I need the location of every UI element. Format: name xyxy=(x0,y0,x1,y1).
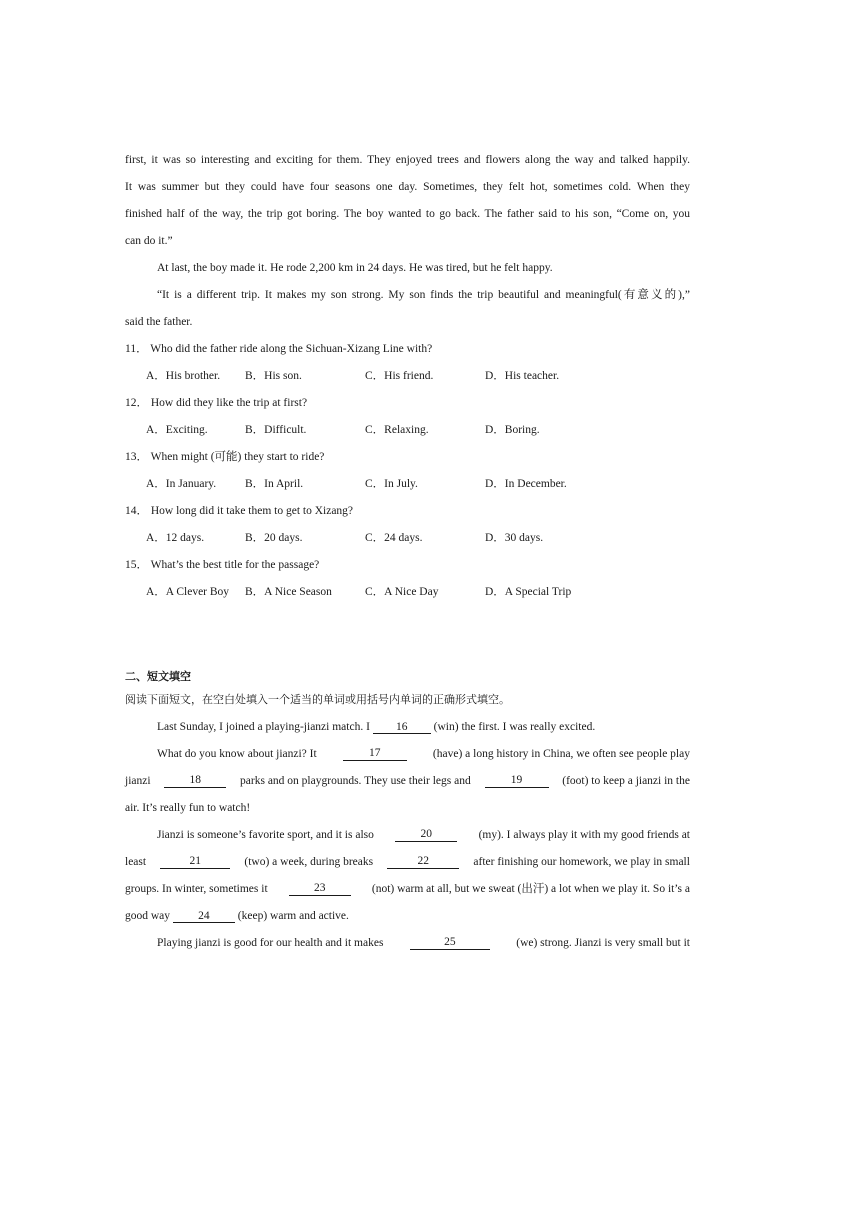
option-a: A．12 days. xyxy=(146,532,205,544)
option-a: A．Exciting. xyxy=(146,424,208,436)
cloze-text: jianzi xyxy=(125,775,151,787)
cloze-line xyxy=(125,882,690,896)
passage-line-3: finished half of the way, the trip got boring. The boy wanted to go back. The father said to his son, “Come on, you xyxy=(125,208,690,220)
question-stem: 15． What’s the best title for the passage? xyxy=(125,559,320,571)
blank-25[interactable]: 25 xyxy=(410,936,490,950)
blank-21[interactable]: 21 xyxy=(160,855,230,869)
cloze-line xyxy=(125,909,349,923)
option-c: C．24 days. xyxy=(365,532,423,544)
blank-18[interactable]: 18 xyxy=(164,774,226,788)
option-b: B．His son. xyxy=(245,370,302,382)
cloze-text: groups. In winter, sometimes it xyxy=(125,883,268,895)
option-c: C．A Nice Day xyxy=(365,586,439,598)
cloze-text: least xyxy=(125,856,147,868)
cloze-text: (two) a week, during breaks xyxy=(244,856,374,868)
option-b: B．In April. xyxy=(245,478,304,490)
passage-line-7: said the father. xyxy=(125,316,193,328)
blank-16[interactable]: 16 xyxy=(373,721,431,734)
cloze-text: Last Sunday, I joined a playing-jianzi match. I xyxy=(157,721,370,733)
cloze-line xyxy=(157,936,690,950)
cloze-text: Playing jianzi is good for our health and it makes xyxy=(157,937,384,949)
question-stem: 12． How did they like the trip at first? xyxy=(125,397,308,409)
cloze-text: (my). I always play it with my good friends at xyxy=(478,829,690,841)
cloze-text: Jianzi is someone’s favorite sport, and it is also xyxy=(157,829,374,841)
passage-line-4: can do it.” xyxy=(125,235,173,247)
question-stem: 14． How long did it take them to get to Xizang? xyxy=(125,505,354,517)
cloze-text: (not) warm at all, but we sweat (出汗) a lot when we play it. So it’s a xyxy=(371,883,690,895)
option-c: C．His friend. xyxy=(365,370,434,382)
passage-line-1: first, it was so interesting and exciting for them. They enjoyed trees and flowers along the way and talked happily. xyxy=(125,154,690,166)
passage-line-5: At last, the boy made it. He rode 2,200 km in 24 days. He was tired, but he felt happy. xyxy=(157,262,553,274)
option-b: B．20 days. xyxy=(245,532,303,544)
cloze-text: (have) a long history in China, we often see people play xyxy=(432,748,690,760)
cloze-text: parks and on playgrounds. They use their legs and xyxy=(240,775,471,787)
section-instruction: 阅读下面短文，在空白处填入一个适当的单词或用括号内单词的正确形式填空。 xyxy=(125,693,510,706)
cloze-text: (we) strong. Jianzi is very small but it xyxy=(516,937,690,949)
option-a: A．A Clever Boy xyxy=(146,586,230,598)
question-stem: 11． Who did the father ride along the Sichuan-Xizang Line with? xyxy=(125,343,433,355)
cloze-text: (keep) warm and active. xyxy=(237,910,349,922)
cloze-line xyxy=(125,774,690,788)
blank-17[interactable]: 17 xyxy=(343,747,407,761)
option-d: D．In December. xyxy=(485,478,567,490)
blank-23[interactable]: 23 xyxy=(289,882,351,896)
cloze-line: air. It’s really fun to watch! xyxy=(125,802,251,814)
blank-19[interactable]: 19 xyxy=(485,774,549,788)
option-b: B．Difficult. xyxy=(245,424,307,436)
cloze-text: good way xyxy=(125,910,171,922)
blank-20[interactable]: 20 xyxy=(395,828,457,842)
cloze-text: What do you know about jianzi? It xyxy=(157,748,317,760)
passage-line-6: “It is a different trip. It makes my son strong. My son finds the trip beautiful and meaningful(有意义的),” xyxy=(157,289,690,301)
cloze-text: (foot) to keep a jianzi in the xyxy=(562,775,690,787)
option-c: C．In July. xyxy=(365,478,418,490)
cloze-text: after finishing our homework, we play in small xyxy=(473,856,690,868)
option-d: D．His teacher. xyxy=(485,370,560,382)
cloze-line xyxy=(157,828,690,842)
option-d: D．A Special Trip xyxy=(485,586,572,598)
question-stem: 13． When might (可能) they start to ride? xyxy=(125,451,325,463)
cloze-text: (win) the first. I was really excited. xyxy=(433,721,596,733)
cloze-line xyxy=(157,747,690,761)
option-a: A．In January. xyxy=(146,478,217,490)
cloze-line xyxy=(125,855,690,869)
section-heading: 二、短文填空 xyxy=(125,670,191,683)
option-c: C．Relaxing. xyxy=(365,424,429,436)
passage-line-2: It was summer but they could have four seasons one day. Sometimes, they felt hot, sometimes cold. When they xyxy=(125,181,690,193)
option-b: B．A Nice Season xyxy=(245,586,332,598)
cloze-line xyxy=(157,720,595,734)
option-d: D．30 days. xyxy=(485,532,544,544)
blank-24[interactable]: 24 xyxy=(173,910,235,923)
blank-22[interactable]: 22 xyxy=(387,855,459,869)
option-d: D．Boring. xyxy=(485,424,540,436)
option-a: A．His brother. xyxy=(146,370,221,382)
